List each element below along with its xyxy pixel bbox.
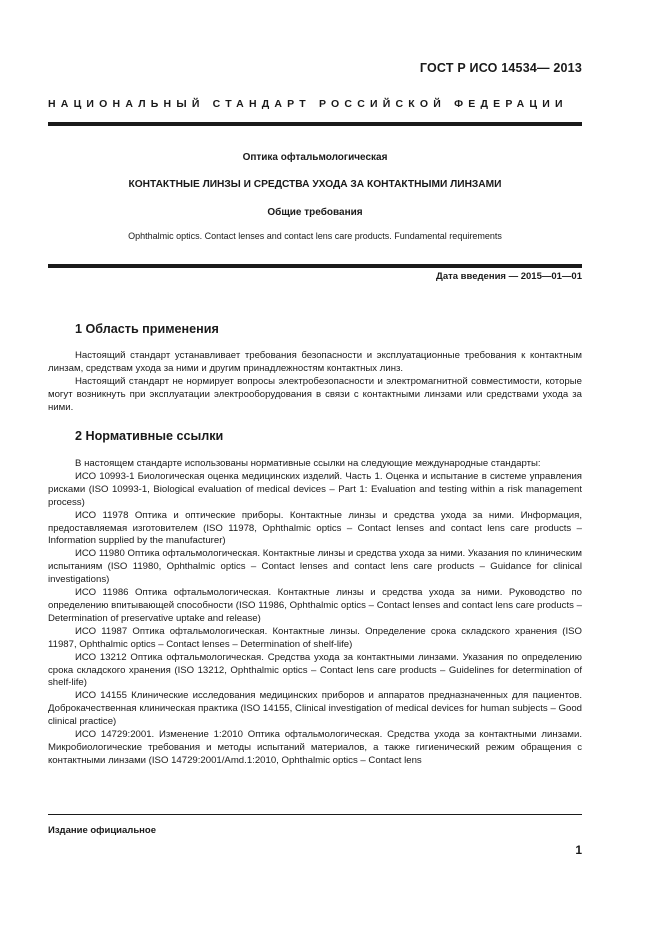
introduction-date: Дата введения — 2015—01—01 [436,271,582,282]
footer-rule [48,814,582,815]
section-2-body [48,458,582,768]
reference-item: ИСО 10993-1 Биологическая оценка медицинских изделий. Часть 1. Оценка и испытание в системе управления рисками (ISO 10993-1, Biological evaluation of medical devices – Part 1: Evaluation and testing within a risk management process) [48,470,582,508]
section-1-heading: 1 Область применения [75,322,219,336]
standard-title: КОНТАКТНЫЕ ЛИНЗЫ И СРЕДСТВА УХОДА ЗА КОНТАКТНЫМИ ЛИНЗАМИ [128,179,502,190]
reference-item: ИСО 14729:2001. Изменение 1:2010 Оптика офтальмологическая. Средства ухода за контактными линзами. Микробиологические требования и методы испытаний материалов, а также гигиенический режим обращения с контактными линзами (ISO 14729:2001/Amd.1:2010, Ophthalmic optics – Contact lens [48,729,582,766]
paragraph: В настоящем стандарте использованы нормативные ссылки на следующие международные стандарты: [75,458,541,469]
reference-item: ИСО 11987 Оптика офтальмологическая. Контактные линзы. Определение срока складского хранения (ISO 11987, Ophthalmic optics – Contact lenses – Determination of shelf-life) [48,625,582,650]
national-standard-banner: НАЦИОНАЛЬНЫЙ СТАНДАРТ РОССИЙСКОЙ ФЕДЕРАЦИИ [48,98,568,110]
standard-subtitle: Общие требования [267,207,363,218]
reference-item: ИСО 11980 Оптика офтальмологическая. Контактные линзы и средства ухода за ними. Указания по клиническим испытаниям (ISO 11980, Ophthalmic optics – Contact lenses and contact lens care products – Guidance for clinical investigations) [48,548,582,586]
official-edition-label: Издание официальное [48,825,156,836]
document-code: ГОСТ Р ИСО 14534— 2013 [419,61,582,75]
paragraph: Настоящий стандарт устанавливает требования безопасности и эксплуатационные требования к контактным линзам, средствам ухода за ними и другим принадлежностям контактных линз. [48,350,582,374]
reference-item: ИСО 11986 Оптика офтальмологическая. Контактные линзы и средства ухода за ними. Руководство по определению впитывающей способности (ISO 11986, Ophthalmic optics – Contact lenses and contact lens care products – Determination of preservative uptake and release) [48,587,582,624]
english-title: Ophthalmic optics. Contact lenses and contact lens care products. Fundamental requirements [128,231,502,241]
reference-item: ИСО 14155 Клинические исследования медицинских приборов и аппаратов предназначенных для пациентов. Доброкачественная клиническая практика (ISO 14155, Clinical investigation of medical devices for human subjects – Good clinical practice) [48,690,582,728]
page-number: 1 [575,843,582,857]
header-rule [48,122,582,126]
title-rule [48,264,582,268]
paragraph: Настоящий стандарт не нормирует вопросы электробезопасности и электромагнитной совместимости, которые могут возникнуть при эксплуатации электрооборудования в связи с контактными линзами или средствами ухода за ними. [48,375,582,413]
section-2-heading: 2 Нормативные ссылки [75,429,224,443]
reference-item: ИСО 11978 Оптика и оптические приборы. Контактные линзы и средства ухода за ними. Информация, предоставляемая изготовителем (ISO 11978, Ophthalmic optics – Contact lenses and contact lens care products – Information supplied by the manufacturer) [48,509,582,547]
standard-subject: Оптика офтальмологическая [242,152,388,163]
reference-item: ИСО 13212 Оптика офтальмологическая. Средства ухода за контактными линзами. Указания по определению срока складского хранения (ISO 13212, Ophthalmic optics – Contact lens care products – Guidelines for determination of shelf-life) [48,651,582,689]
section-1-body [48,350,582,415]
